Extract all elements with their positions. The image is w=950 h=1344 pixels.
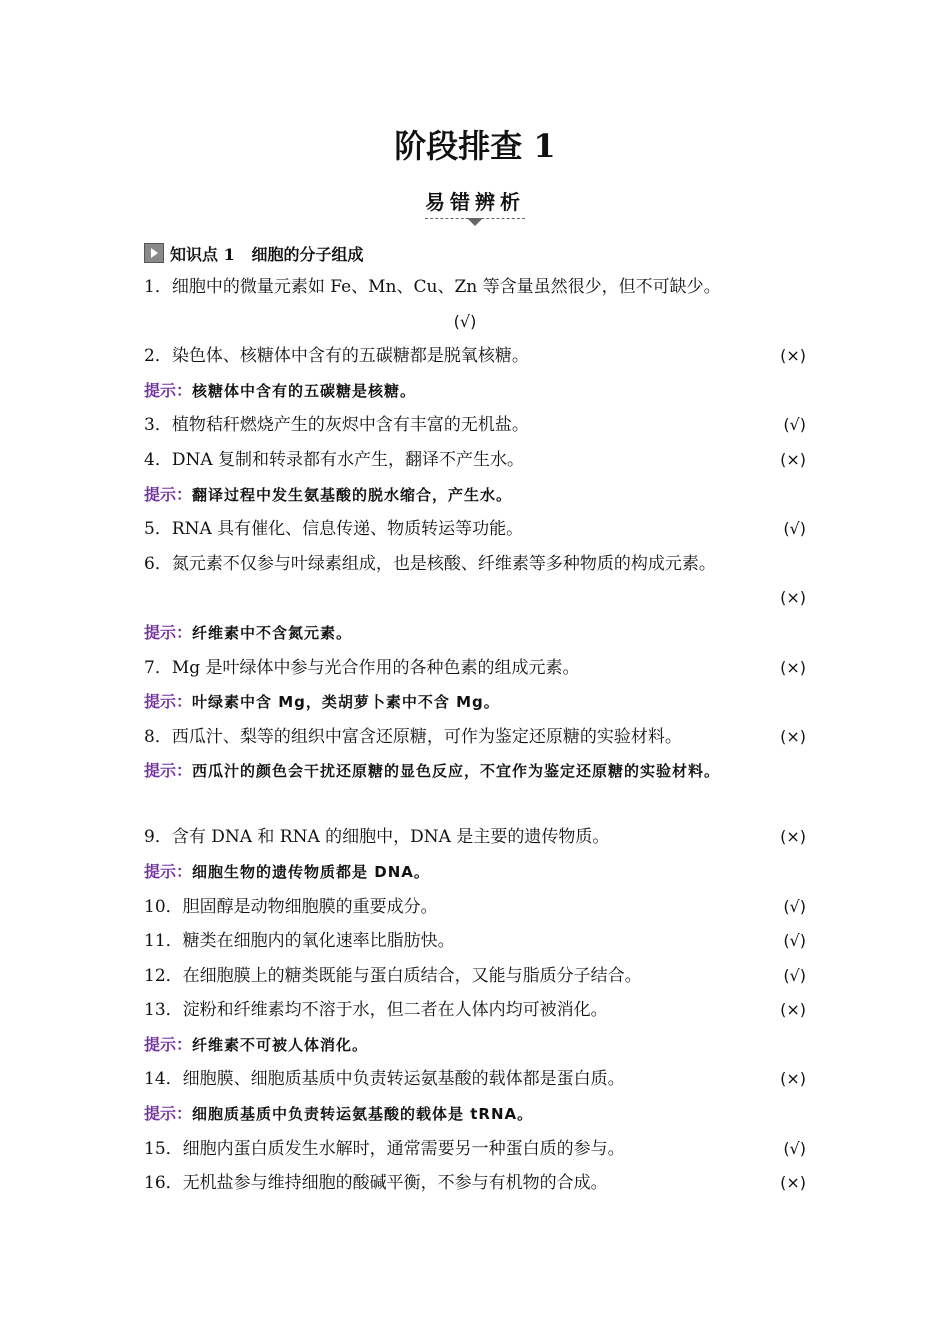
hint-text: 细胞质基质中负责转运氨基酸的载体是 tRNA。 [192, 1105, 534, 1124]
question-item [144, 270, 806, 305]
hint-line [144, 616, 806, 651]
question-text: 12．在细胞膜上的糖类既能与蛋白质结合，又能与脂质分子结合。 [144, 965, 642, 986]
play-icon [144, 243, 164, 263]
answer-mark: (√) [783, 415, 806, 435]
knowledge-point-topic: 细胞的分子组成 [251, 244, 364, 264]
question-text: 7．Mg 是叶绿体中参与光合作用的各种色素的组成元素。 [144, 657, 580, 678]
question-item [144, 1166, 806, 1201]
hint-label: 提示： [144, 622, 193, 642]
answer-mark: (×) [780, 449, 806, 469]
question-text: 3．植物秸秆燃烧产生的灰烬中含有丰富的无机盐。 [144, 415, 529, 436]
answer-mark: (×) [780, 588, 806, 608]
hint-line [144, 478, 806, 513]
page-title: 阶段排查 1 [394, 127, 556, 165]
answer-mark: (×) [780, 1173, 806, 1193]
hint-line [144, 754, 806, 820]
answer-mark: (×) [780, 827, 806, 847]
section-header [0, 186, 950, 219]
hint-label: 提示： [144, 1034, 193, 1054]
hint-label: 提示： [144, 761, 193, 781]
question-text: 4．DNA 复制和转录都有水产生，翻译不产生水。 [144, 449, 525, 470]
hint-line [144, 855, 806, 890]
answer-mark: (√) [783, 896, 806, 916]
question-item [144, 959, 806, 994]
question-item [144, 547, 806, 582]
answer-mark: (√) [783, 965, 806, 985]
question-text: 1．细胞中的微量元素如 Fe、Mn、Cu、Zn 等含量虽然很少，但不可缺少。 [144, 277, 721, 297]
hint-text: 西瓜汁的颜色会干扰还原糖的显色反应，不宜作为鉴定还原糖的实验材料。 [192, 762, 721, 781]
question-item [144, 1062, 806, 1097]
question-text: 15．细胞内蛋白质发生水解时，通常需要另一种蛋白质的参与。 [144, 1138, 625, 1159]
answer-mark: (×) [780, 657, 806, 677]
question-item [144, 924, 806, 959]
hint-label: 提示： [144, 484, 193, 504]
question-text: 11．糖类在细胞内的氧化速率比脂肪快。 [144, 931, 455, 952]
answer-mark: (√) [453, 311, 477, 331]
answer-mark: (√) [783, 931, 806, 951]
question-item [144, 512, 806, 547]
hint-text: 细胞生物的遗传物质都是 DNA。 [192, 862, 430, 881]
hint-line [144, 1097, 806, 1132]
section-arrow-icon [467, 218, 483, 226]
question-text: 6．氮元素不仅参与叶绿素组成，也是核酸、纤维素等多种物质的构成元素。 [144, 553, 716, 574]
question-text: 2．染色体、核糖体中含有的五碳糖都是脱氧核糖。 [144, 346, 529, 367]
question-item [144, 443, 806, 478]
question-item [144, 993, 806, 1028]
answer-mark: (√) [783, 519, 806, 539]
question-item [144, 890, 806, 925]
question-item [144, 720, 806, 755]
question-text: 9．含有 DNA 和 RNA 的细胞中，DNA 是主要的遗传物质。 [144, 827, 610, 848]
hint-text: 纤维素不可被人体消化。 [192, 1035, 369, 1054]
hint-line [144, 685, 806, 720]
question-item [144, 820, 806, 855]
question-text: 14．细胞膜、细胞质基质中负责转运氨基酸的载体都是蛋白质。 [144, 1069, 625, 1090]
answer-mark: (×) [780, 346, 806, 366]
hint-label: 提示： [144, 861, 193, 881]
hint-label: 提示： [144, 1104, 193, 1124]
hint-line [144, 1028, 806, 1063]
answer-mark: (√) [783, 1138, 806, 1158]
hint-text: 纤维素中不含氮元素。 [192, 623, 353, 642]
knowledge-point-label: 知识点 1 [170, 244, 235, 264]
section-title: 易错辨析 [425, 186, 525, 219]
hint-text: 核糖体中含有的五碳糖是核糖。 [192, 381, 417, 400]
answer-mark: (×) [780, 1000, 806, 1020]
question-item [144, 651, 806, 686]
hint-text: 叶绿素中含 Mg，类胡萝卜素中不含 Mg。 [192, 693, 500, 712]
question-text: 10．胆固醇是动物细胞膜的重要成分。 [144, 896, 438, 917]
question-text: 16．无机盐参与维持细胞的酸碱平衡，不参与有机物的合成。 [144, 1173, 608, 1194]
question-item [144, 408, 806, 443]
question-text: 8．西瓜汁、梨等的组织中富含还原糖，可作为鉴定还原糖的实验材料。 [144, 726, 682, 747]
question-text: 13．淀粉和纤维素均不溶于水，但二者在人体内均可被消化。 [144, 1000, 608, 1021]
hint-line [144, 374, 806, 409]
hint-text: 翻译过程中发生氨基酸的脱水缩合，产生水。 [192, 485, 513, 504]
answer-mark: (×) [780, 1069, 806, 1089]
hint-label: 提示： [144, 692, 193, 712]
question-item [144, 339, 806, 374]
question-item [144, 1132, 806, 1167]
question-text: 5．RNA 具有催化、信息传递、物质转运等功能。 [144, 519, 524, 540]
content [144, 236, 806, 1201]
answer-mark: (×) [780, 726, 806, 746]
knowledge-point-heading [144, 236, 806, 270]
hint-label: 提示： [144, 380, 193, 400]
